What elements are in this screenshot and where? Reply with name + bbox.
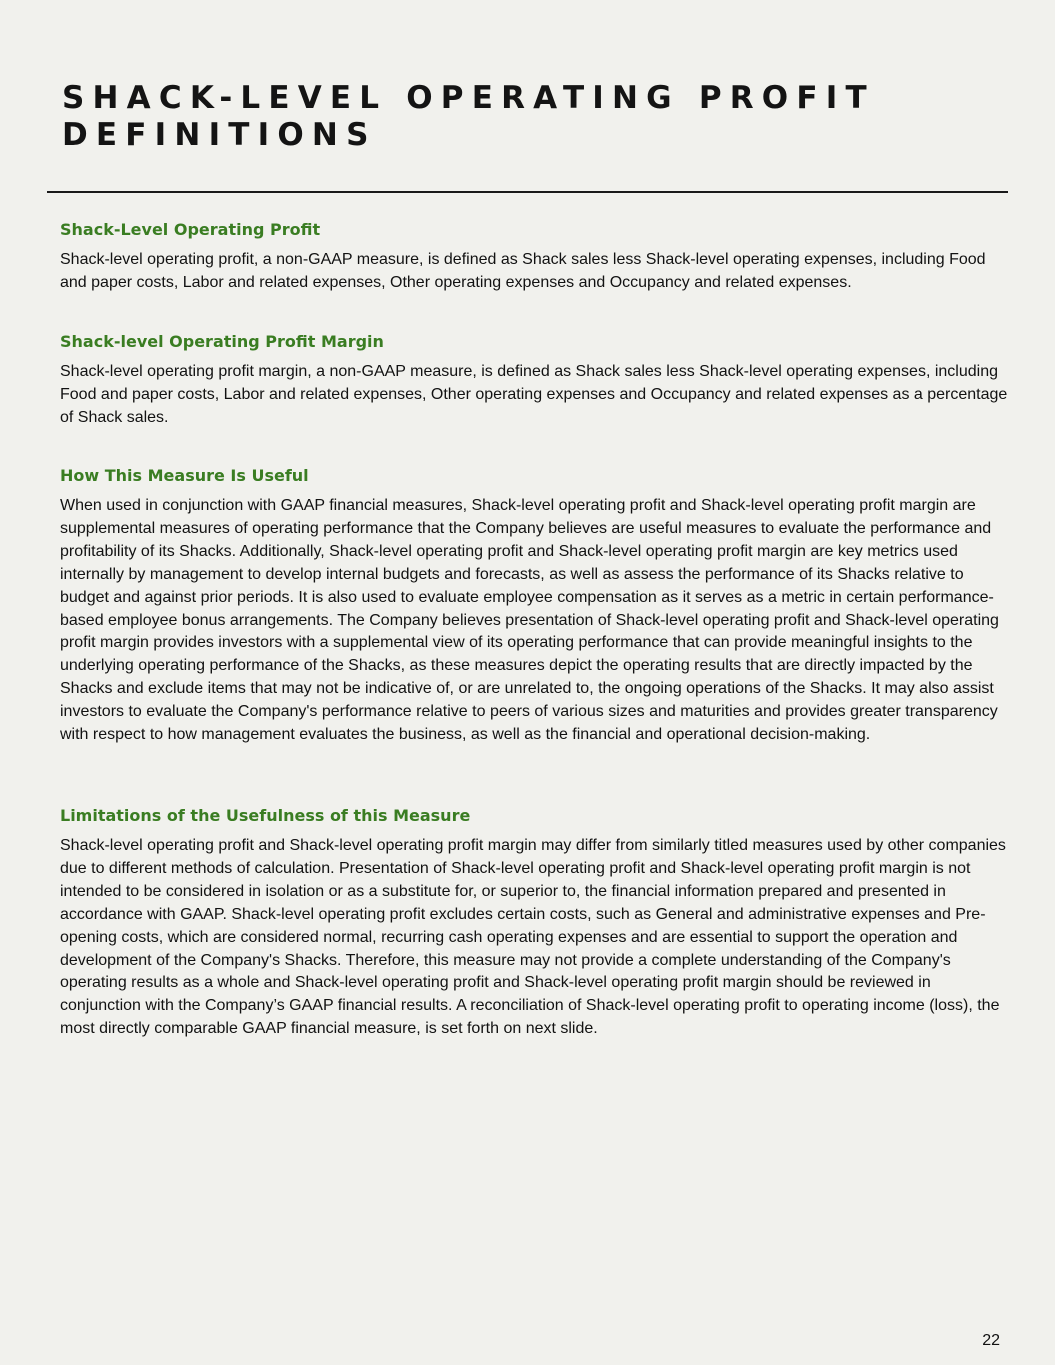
section-how-measure-is-useful (60, 463, 1008, 747)
section-body: When used in conjunction with GAAP financial measures, Shack-level operating profit and Shack-level operating profit margin are supplemental measures of operating performance that the Company believes are useful measures to evaluate the performance and profitability of its Shacks. Additionally, Shack-level operating profit and Shack-level operating profit margin are key metrics used internally by management to develop internal budgets and forecasts, as well as assess the performance of its Shacks relative to budget and against prior periods. It is also used to evaluate employee compensation as it serves as a metric in certain performance-based employee bonus arrangements. The Company believes presentation of Shack-level operating profit and Shack-level operating profit margin provides investors with a supplemental view of its operating performance that can provide meaningful insights to the underlying operating performance of the Shacks, as these measures depict the operating results that are directly impacted by the Shacks and exclude items that may not be indicative of, or are unrelated to, the ongoing operations of the Shacks. It may also assist investors to evaluate the Company's performance relative to peers of various sizes and maturities and provides greater transparency with respect to how management evaluates the business, as well as the financial and operational decision-making. (60, 497, 999, 744)
section-shack-level-operating-profit (60, 217, 1008, 295)
section-heading: How This Measure Is Useful (60, 466, 309, 485)
section-heading: Shack-level Operating Profit Margin (60, 332, 384, 351)
section-body: Shack-level operating profit, a non-GAAP measure, is defined as Shack sales less Shack-level operating expenses, including Food and paper costs, Labor and related expenses, Other operating expenses and Occupancy and related expenses. (60, 251, 986, 291)
section-body: Shack-level operating profit and Shack-level operating profit margin may differ from similarly titled measures used by other companies due to different methods of calculation. Presentation of Shack-level operating profit and Shack-level operating profit margin is not intended to be considered in isolation or as a substitute for, or superior to, the financial information prepared and presented in accordance with GAAP. Shack-level operating profit excludes certain costs, such as General and administrative expenses and Pre-opening costs, which are considered normal, recurring cash operating expenses and are essential to support the operation and development of the Company's Shacks. Therefore, this measure may not provide a complete understanding of the Company's operating results as a whole and Shack-level operating profit and Shack-level operating profit margin should be reviewed in conjunction with the Company’s GAAP financial results. A reconciliation of Shack-level operating profit to operating income (loss), the most directly comparable GAAP financial measure, is set forth on next slide. (60, 837, 1006, 1038)
page-number: 22 (982, 1332, 1000, 1349)
title-divider (47, 191, 1008, 193)
page-title: SHACK-LEVEL OPERATING PROFIT DEFINITIONS (62, 80, 875, 153)
section-limitations (60, 803, 1008, 1041)
section-heading: Limitations of the Usefulness of this Measure (60, 806, 471, 825)
section-heading: Shack-Level Operating Profit (60, 220, 321, 239)
section-body: Shack-level operating profit margin, a non-GAAP measure, is defined as Shack sales less Shack-level operating expenses, including Food and paper costs, Labor and related expenses, Other operating expenses and Occupancy and related expenses as a percentage of Shack sales. (60, 363, 1008, 426)
section-operating-profit-margin (60, 329, 1008, 430)
